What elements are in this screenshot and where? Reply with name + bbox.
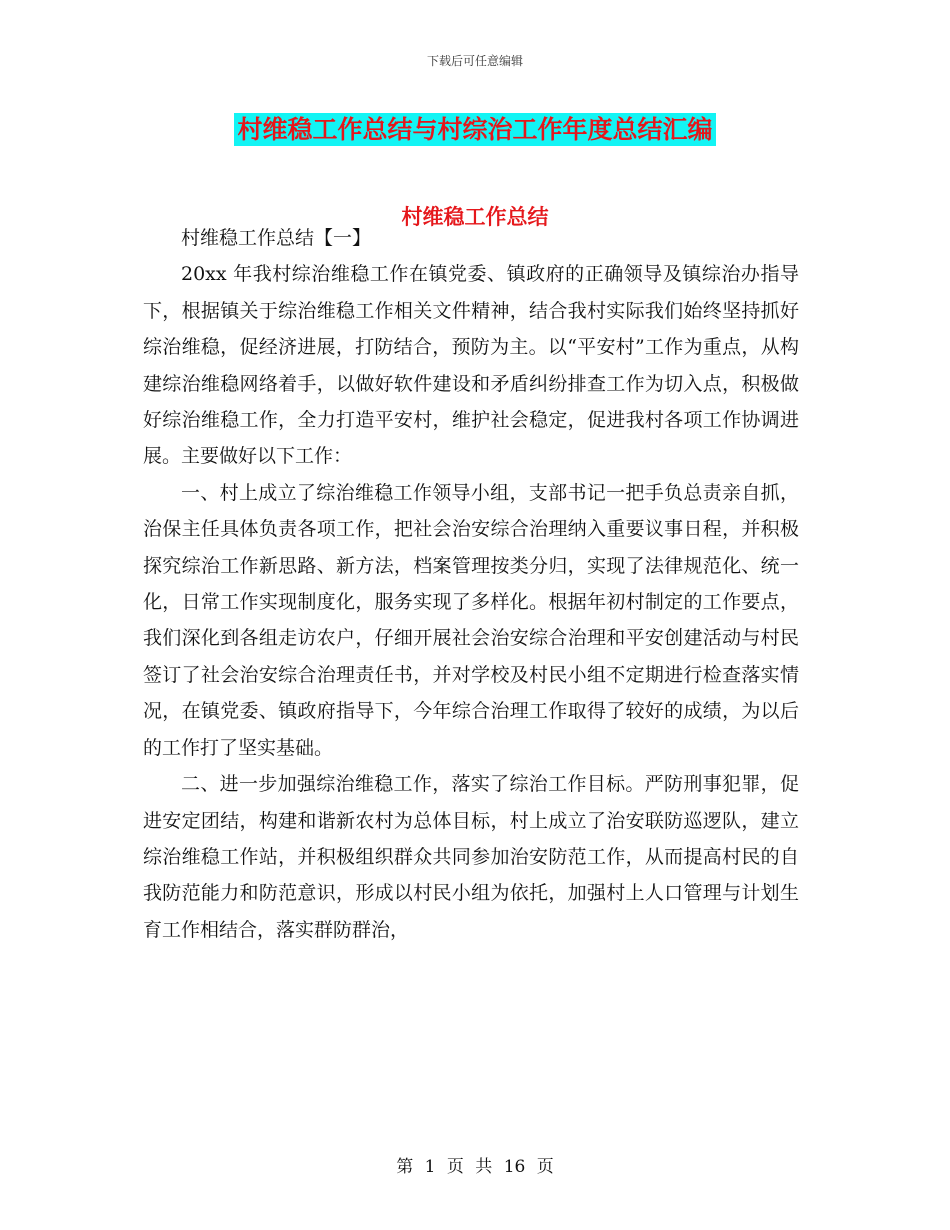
document-title-container: [0, 113, 950, 146]
document-title: 村维稳工作总结与村综治工作年度总结汇编: [234, 113, 715, 146]
paragraph-two: 二、进一步加强综治维稳工作，落实了综治工作目标。严防刑事犯罪，促进安定团结，构建和谐新农村为总体目标，村上成立了治安联防巡逻队，建立综治维稳工作站，并积极组织群众共同参加治安防范工作，从而提高村民的自我防范能力和防范意识，形成以村民小组为依托，加强村上人口管理与计划生育工作相结合，落实群防群治，: [143, 773, 799, 941]
section-title: 村维稳工作总结: [401, 205, 549, 229]
page-header-note: 下载后可任意编辑: [426, 54, 523, 68]
subheading: 村维稳工作总结【一】: [181, 227, 372, 249]
paragraph-one: 一、村上成立了综治维稳工作领导小组，支部书记一把手负总责亲自抓，治保主任具体负责各项工作，把社会治安综合治理纳入重要议事日程，并积极探究综治工作新思路、新方法，档案管理按类分归，实现了法律规范化、统一化，日常工作实现制度化，服务实现了多样化。根据年初村制定的工作要点，我们深化到各组走访农户，仔细开展社会治安综合治理和平安创建活动与村民签订了社会治安综合治理责任书，并对学校及村民小组不定期进行检查落实情况，在镇党委、镇政府指导下，今年综合治理工作取得了较好的成绩，为以后的工作打了坚实基础。: [143, 481, 799, 759]
page-number: 第 1 页 共 16 页: [396, 1157, 554, 1177]
document-body: [143, 220, 799, 948]
paragraph-intro: 20xx 年我村综治维稳工作在镇党委、镇政府的正确领导及镇综治办指导下，根据镇关于综治维稳工作相关文件精神，结合我村实际我们始终坚持抓好综治维稳，促经济进展，打防结合，预防为主。以“平安村”工作为重点，从构建综治维稳网络着手，以做好软件建设和矛盾纠纷排查工作为切入点，积极做好综治维稳工作，全力打造平安村，维护社会稳定，促进我村各项工作协调进展。主要做好以下工作：: [143, 263, 799, 468]
